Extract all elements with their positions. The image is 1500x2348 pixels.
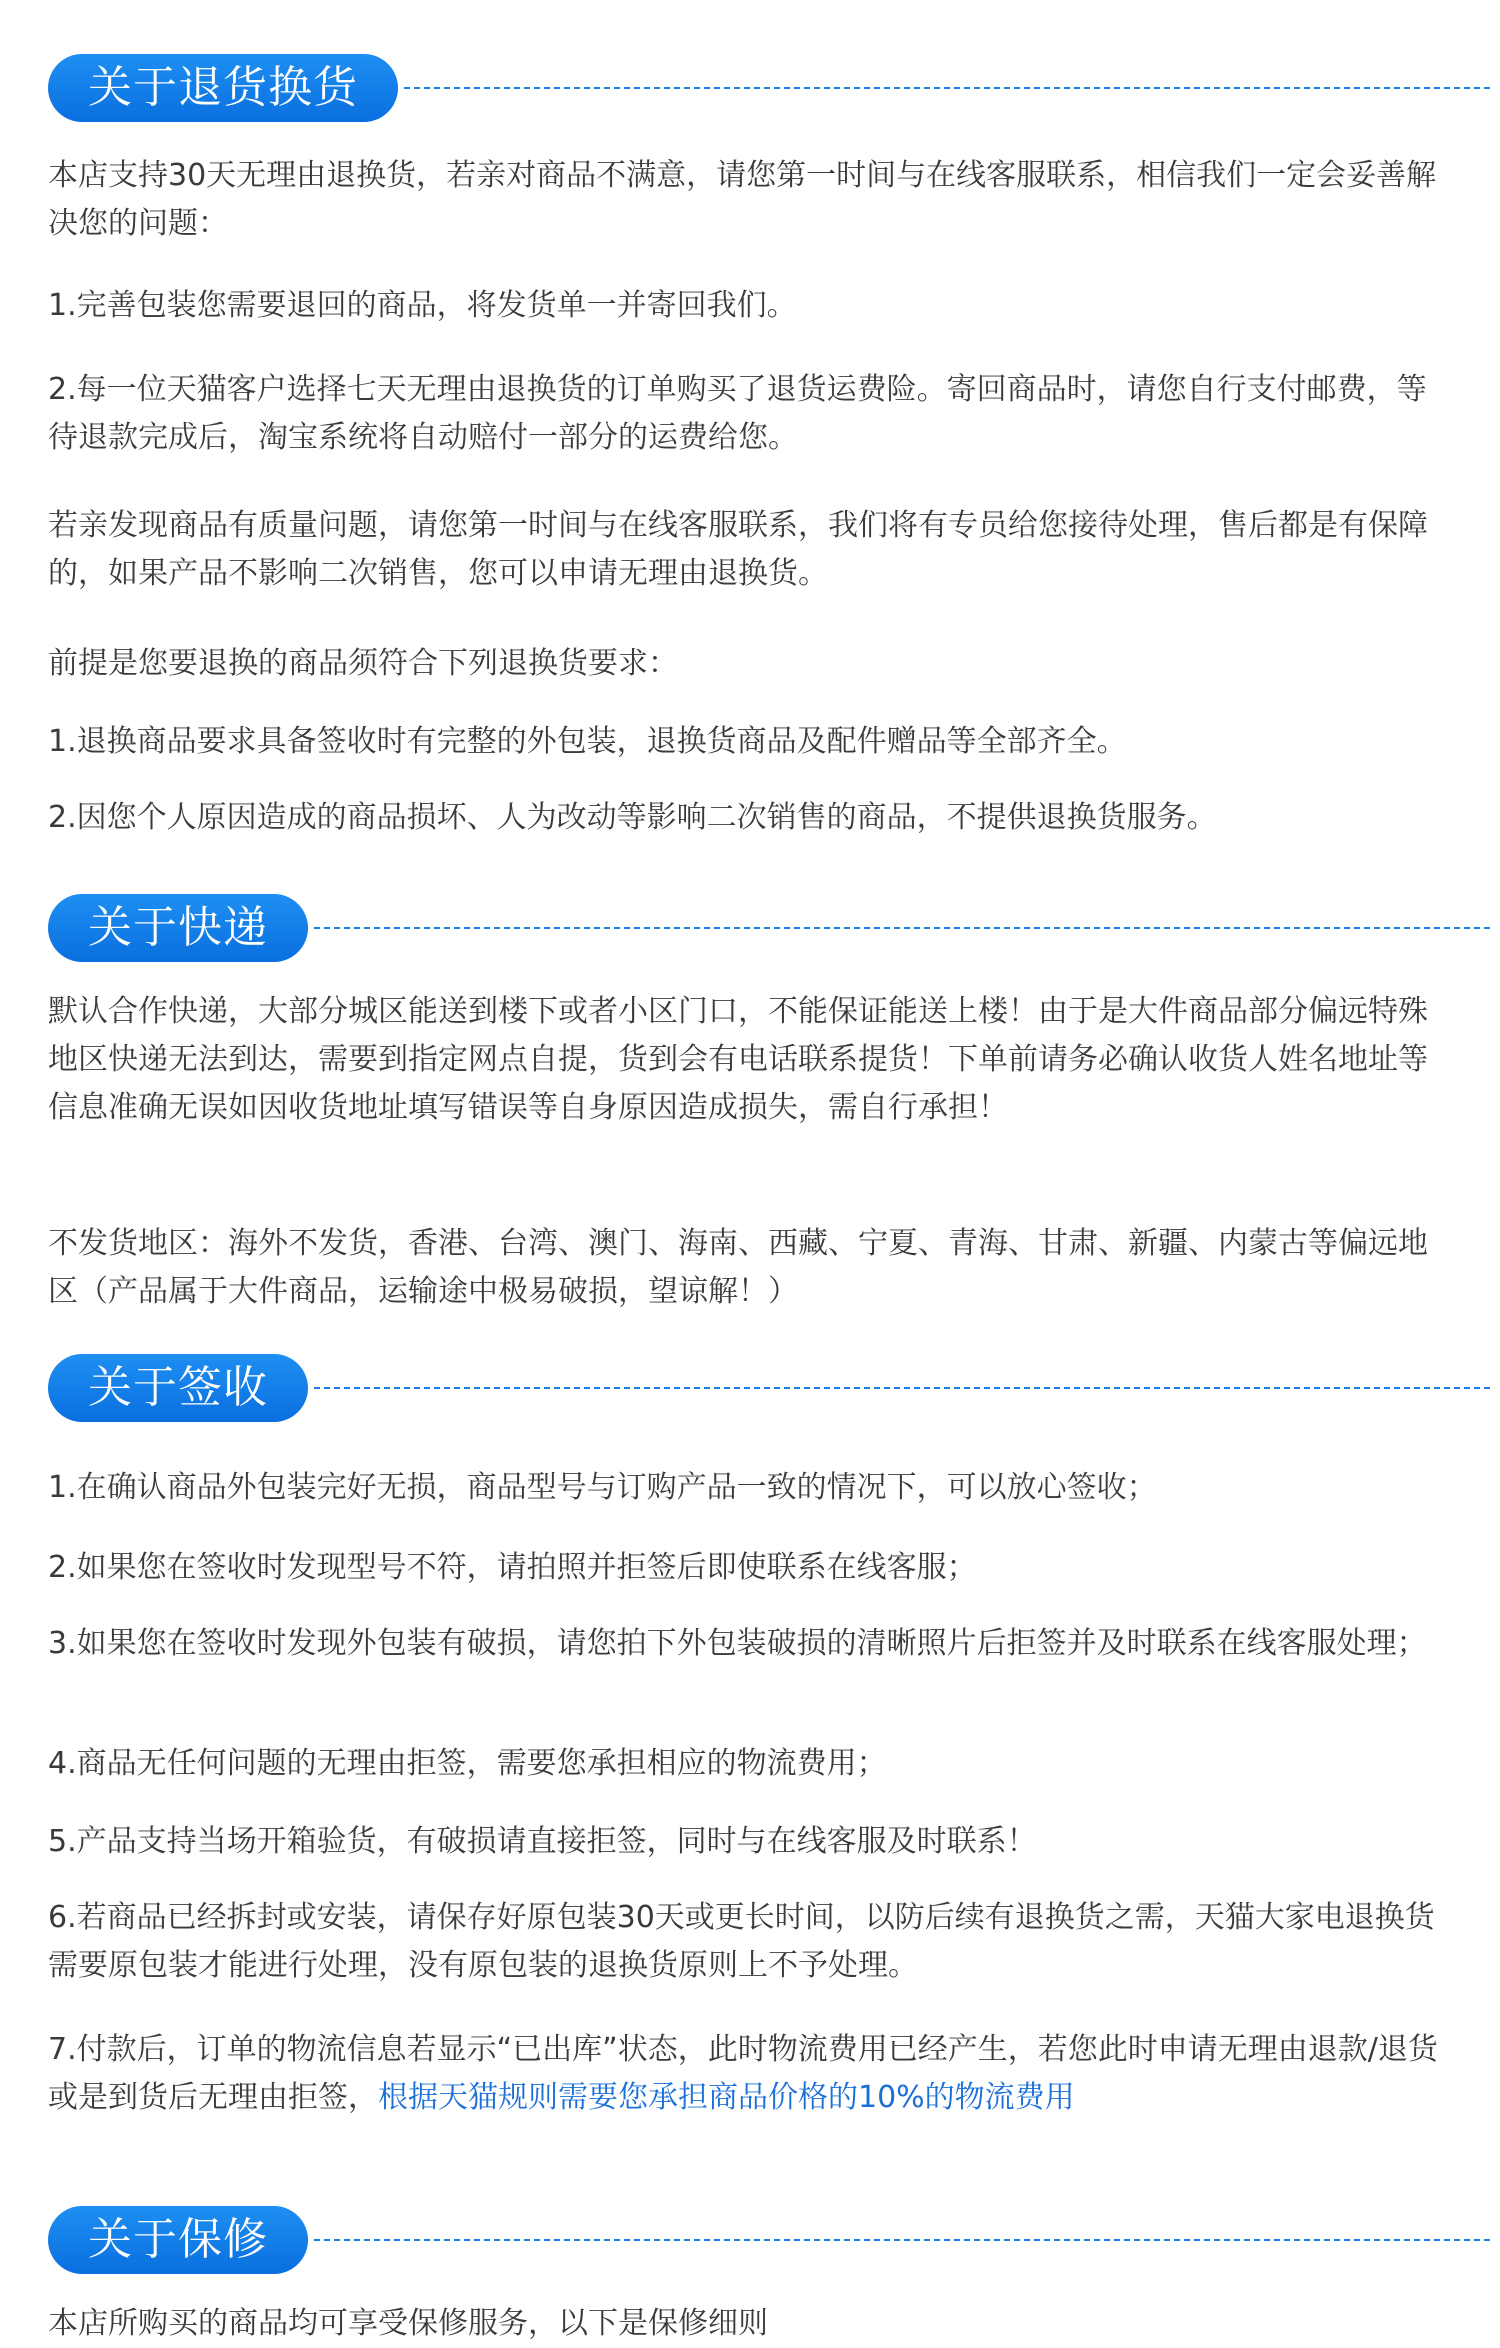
paragraph: 本店所购买的商品均可享受保修服务，以下是保修细则 <box>48 2306 768 2341</box>
highlighted-rule-text: 根据天猫规则需要您承担商品价格的10%的物流费用 <box>378 2080 1075 2115</box>
paragraph: 默认合作快递，大部分城区能送到楼下或者小区门口，不能保证能送上楼！由于是大件商品部分偏远特殊地区快递无法到达，需要到指定网点自提，货到会有电话联系提货！下单前请务必确认收货人姓名地址等信息准确无误如因收货地址填写错误等自身原因造成损失，需自行承担！ <box>48 994 1428 1125</box>
paragraph: 前提是您要退换的商品须符合下列退换货要求： <box>48 646 678 681</box>
paragraph: 不发货地区：海外不发货，香港、台湾、澳门、海南、西藏、宁夏、青海、甘肃、新疆、内蒙古等偏远地区（产品属于大件商品，运输途中极易破损，望谅解！） <box>48 1226 1428 1309</box>
dashed-divider <box>314 927 1490 929</box>
paragraph: 若亲发现商品有质量问题，请您第一时间与在线客服联系，我们将有专员给您接待处理，售后都是有保障的，如果产品不影响二次销售，您可以申请无理由退换货。 <box>48 508 1428 591</box>
paragraph: 4.商品无任何问题的无理由拒签，需要您承担相应的物流费用； <box>48 1746 887 1781</box>
paragraph: 1.在确认商品外包装完好无损，商品型号与订购产品一致的情况下，可以放心签收； <box>48 1470 1157 1505</box>
dashed-divider <box>314 1387 1490 1389</box>
paragraph: 6.若商品已经拆封或安装，请保存好原包装30天或更长时间，以防后续有退换货之需，天猫大家电退换货需要原包装才能进行处理，没有原包装的退换货原则上不予处理。 <box>48 1900 1435 1983</box>
section-header-signing <box>48 1354 1500 1422</box>
paragraph-shipping-fee <box>48 2026 1448 2122</box>
paragraph: 5.产品支持当场开箱验货，有破损请直接拒签，同时与在线客服及时联系！ <box>48 1824 1037 1859</box>
paragraph: 2.如果您在签收时发现型号不符，请拍照并拒签后即使联系在线客服； <box>48 1550 977 1585</box>
section-header-warranty <box>48 2206 1500 2274</box>
section-title: 关于快递 <box>48 894 308 962</box>
paragraph: 本店支持30天无理由退换货，若亲对商品不满意，请您第一时间与在线客服联系，相信我们一定会妥善解决您的问题： <box>48 158 1437 241</box>
section-header-delivery <box>48 894 1500 962</box>
paragraph: 2.每一位天猫客户选择七天无理由退换货的订单购买了退货运费险。寄回商品时，请您自行支付邮费，等待退款完成后，淘宝系统将自动赔付一部分的运费给您。 <box>48 372 1427 455</box>
paragraph: 1.完善包装您需要退回的商品，将发货单一并寄回我们。 <box>48 288 797 323</box>
section-title: 关于退货换货 <box>48 54 398 122</box>
dashed-divider <box>314 2239 1490 2241</box>
paragraph-text: 7.付款后，订单的物流信息若显示“已出库”状态，此时物流费用已经产生，若您此时申请无理由退款/退货或是到货后无理由拒签， <box>48 2032 1438 2115</box>
paragraph: 3.如果您在签收时发现外包装有破损，请您拍下外包装破损的清晰照片后拒签并及时联系在线客服处理； <box>48 1626 1427 1661</box>
section-title: 关于保修 <box>48 2206 308 2274</box>
section-header-returns <box>48 54 1500 122</box>
dashed-divider <box>404 87 1490 89</box>
section-title: 关于签收 <box>48 1354 308 1422</box>
paragraph: 2.因您个人原因造成的商品损坏、人为改动等影响二次销售的商品，不提供退换货服务。 <box>48 800 1217 835</box>
paragraph: 1.退换商品要求具备签收时有完整的外包装，退换货商品及配件赠品等全部齐全。 <box>48 724 1127 759</box>
